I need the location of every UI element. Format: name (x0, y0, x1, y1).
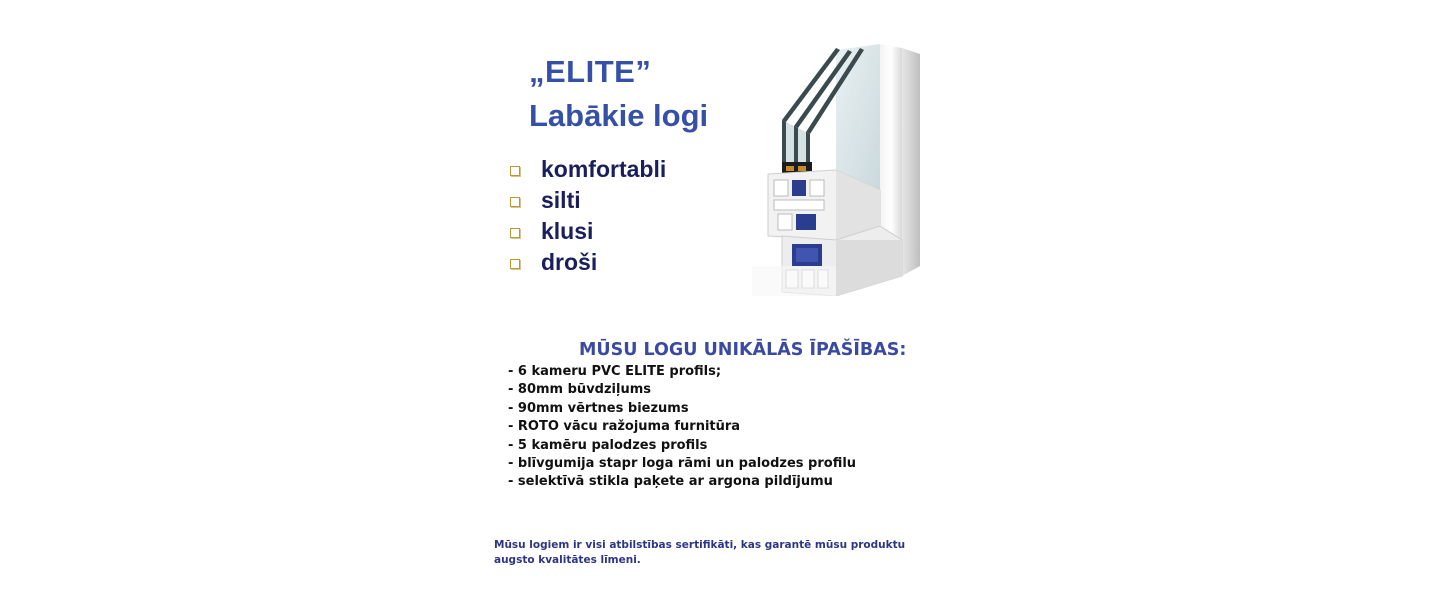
feature-item (510, 247, 666, 278)
feature-item (510, 185, 666, 216)
title-elite: „ELITE” (529, 54, 652, 89)
window-profile-image (752, 40, 930, 296)
feature-label: klusi (541, 218, 594, 244)
properties-heading: MŪSU LOGU UNIKĀLĀS ĪPAŠĪBAS: (579, 340, 907, 360)
certificates-note: Mūsu logiem ir visi atbilstības sertifikāti, kas garantē mūsu produktu augsto kvalitātes līmeni. (494, 539, 906, 566)
feature-item (510, 216, 666, 247)
feature-list (510, 154, 666, 278)
feature-label: komfortabli (541, 156, 667, 182)
feature-label: silti (541, 187, 581, 213)
property-item: - 5 kamēru palodzes profils (508, 437, 708, 453)
property-item: - 90mm vērtnes biezums (508, 400, 689, 416)
properties-list (508, 363, 856, 492)
property-item: - selektīvā stikla paķete ar argona pildījumu (508, 474, 833, 490)
square-bullet-icon (510, 197, 520, 207)
square-bullet-icon (510, 166, 520, 176)
property-item: - 80mm būvdziļums (508, 382, 651, 398)
property-item: - ROTO vācu ražojuma furnitūra (508, 419, 741, 435)
property-item: - blīvgumija stapr loga rāmi un palodzes profilu (508, 455, 857, 471)
square-bullet-icon (510, 228, 520, 238)
feature-label: droši (541, 249, 598, 275)
square-bullet-icon (510, 259, 520, 269)
feature-item (510, 154, 666, 185)
property-item: - 6 kameru PVC ELITE profils; (508, 364, 722, 379)
title-best-windows: Labākie logi (529, 98, 709, 133)
